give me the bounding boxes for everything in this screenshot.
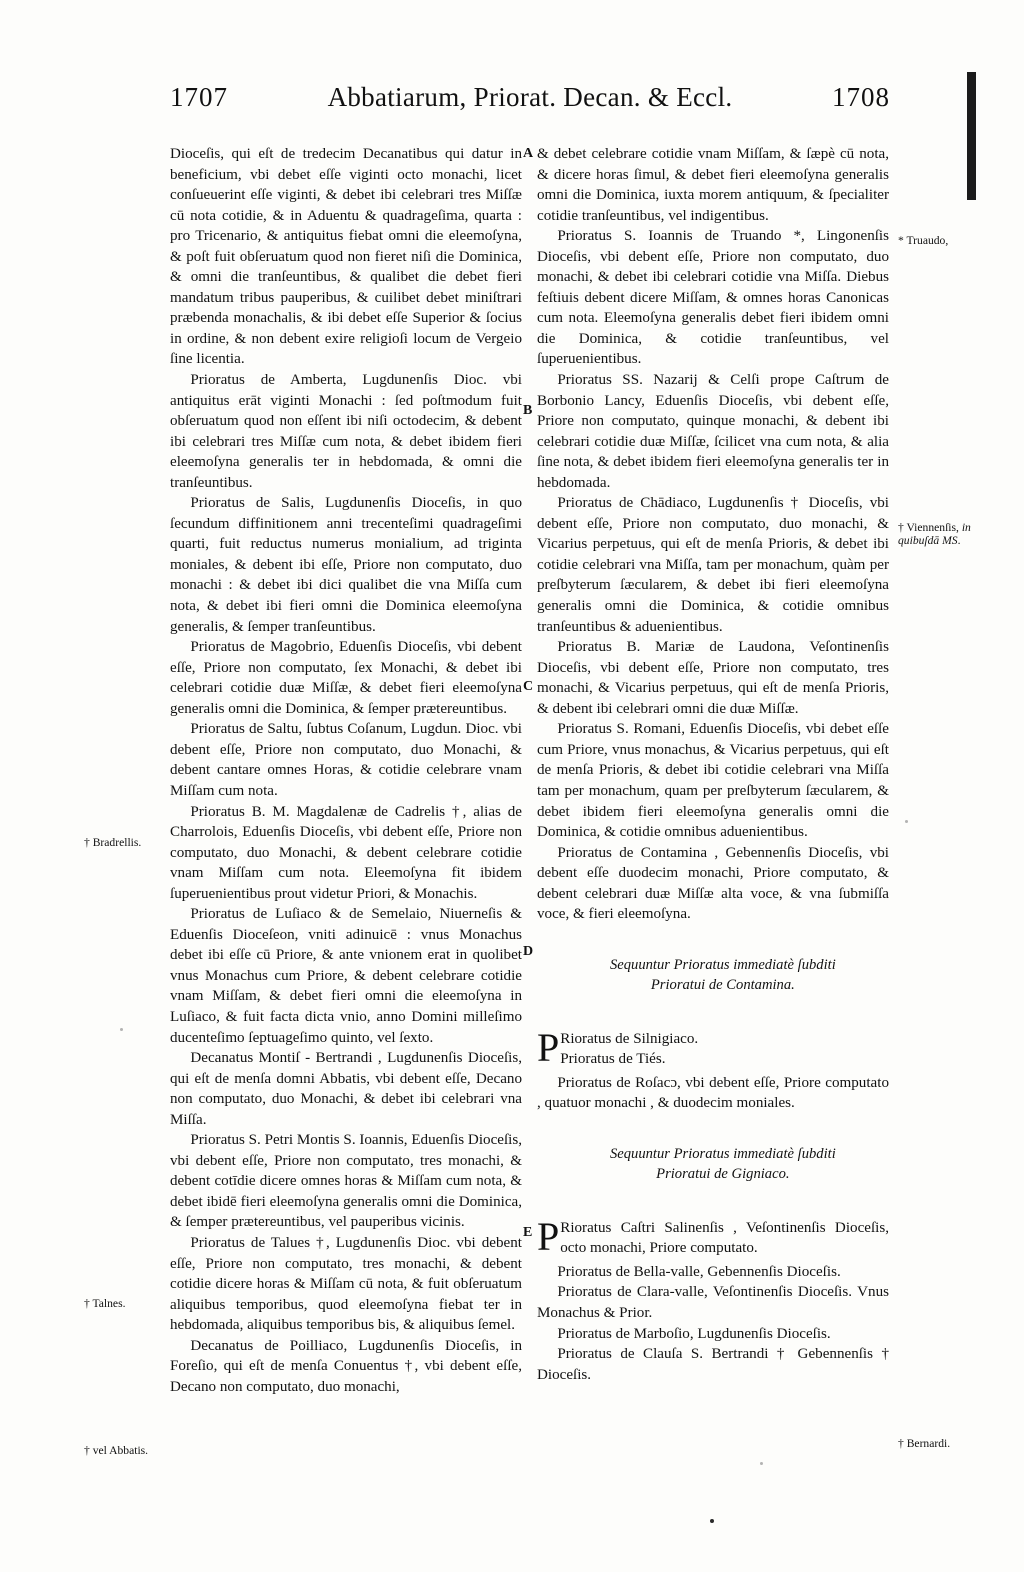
margin-note-bradrellis: † Bradrellis. — [84, 836, 142, 849]
paragraph-first-line: Rioratus de Silnigiaco. — [560, 1030, 699, 1047]
dropcap-paragraph-silnigiaco — [537, 1024, 889, 1073]
paragraph: Prioratus de Bella-valle, Gebennenſis Dioceſis. — [557, 1263, 841, 1280]
paragraph: Decanatus de Poilliaco, Lugdunenſis Dioceſis, in Foreſio, qui eſt de menſa Conuentus †, vbi debent eſſe, Decano non computato, duo monachi, — [170, 1337, 522, 1395]
paragraph: Prioratus de Clauſa S. Bertrandi † Gebennenſis † Dioceſis. — [537, 1346, 889, 1383]
page-foot-mark — [710, 1519, 714, 1523]
scan-edge-artifact — [967, 72, 976, 200]
right-text-column — [537, 144, 889, 1385]
section-heading-line-2: Prioratui de Gigniaco. — [656, 1165, 790, 1182]
section-heading-line-1: Sequuntur Prioratus immediatè ſubditi — [609, 1145, 836, 1162]
page-title: Abbatiarum, Priorat. Decan. & Eccl. — [327, 82, 733, 112]
paragraph: Prioratus de Amberta, Lugdunenſis Dioc. vbi antiquitus erāt viginti Monachi : ſed poſtmodum fuit obſeruatum quod non eſſent ibi niſi octodecim, & debent ibi celebrari tres Miſſæ cum nota, & debet ibidem fieri eleemoſyna generalis ter in hebdomada, & omni die tranſeuntibus. — [170, 372, 522, 491]
paragraph: Prioratus B. M. Magdalenæ de Cadrelis †, alias de Charrolois, Eduenſis Dioceſis, vbi debent eſſe, Priore non computato, duo Monachi, & debent celebrare cotidie vnam Miſſam cum nota. Eleemoſyna fit ibidem ſuperuenientibus prout videtur Priori, & Monachis. — [170, 803, 522, 902]
margin-note-truaudo: * Truaudo, — [898, 234, 949, 247]
margin-note-vel-abbatis: † vel Abbatis. — [84, 1444, 149, 1457]
scan-speck — [760, 1462, 763, 1465]
running-head — [170, 82, 890, 124]
section-heading-gigniaco — [537, 1144, 889, 1184]
drop-capital: P — [537, 1024, 560, 1070]
column-marker-e: E — [523, 1225, 533, 1240]
paragraph: Prioratus de Marboſio, Lugdunenſis Dioceſis. — [557, 1325, 831, 1342]
paragraph: Prioratus de Contamina , Gebennenſis Dioceſis, vbi debent eſſe duodecim monachi, Priore computato, & debent celebrari duæ Miſſæ alta voce, & vna ſubmiſſa voce, & fieri eleemoſyna. — [537, 844, 889, 923]
paragraph: Prioratus S. Ioannis de Truando *, Lingonenſis Dioceſis, vbi debent eſſe, Priore non computato, duo monachi, & debet ibi celebrari cotidie vna Miſſa. Diebus feſtiuis debent dicere Miſſam, & omnes horas Canonicas cum nota. Eleemoſyna generalis debet fieri ibidem omni die Dominica, & cotidie tranſeuntibus, vel ſuperuenientibus. — [537, 228, 889, 368]
column-marker-d: D — [523, 944, 534, 959]
column-marker-c: C — [523, 679, 534, 694]
section-heading-contamina — [537, 955, 889, 995]
paragraph: Prioratus S. Romani, Eduenſis Dioceſis, vbi debet eſſe cum Priore, vnus monachus, & Vicarius perpetuus, qui eſt de menſa Prioris, & debet ibi cotidie celebrari vna Miſſa tam per monachum, quam per preſbyterum ſæcularem, & debet ibidem fieri eleemoſyna generalis omni die Dominica, & cotidie omnibus aduenientibus. — [537, 721, 889, 841]
paragraph: Prioratus S. Petri Montis S. Ioannis, Eduenſis Dioceſis, vbi debent eſſe, Priore non computato, tres monachi, & debent cotīdie dicere omnes horas & Miſſam cum nota, & debet ibidē fieri eleemoſyna generalis omni die Dominica, & ſemper prætereuntibus, vel pauperibus vicinis. — [170, 1132, 523, 1231]
paragraph: Dioceſis, qui eſt de tredecim Decanatibus qui datur in beneficium, vbi debet eſſe viginti octo monachi, licet conſueuerint eſſe viginti, & debet ibi celebrari tres Miſſæ cū nota cotidie, & in Aduentu & quadrageſima, quarta : pro Tricenario, & antiquitus fiebat omni die eleemoſyna, & poſt fuit obſeruatum quod non fieret niſi die Dominica, & omni die tranſeuntibus, & qualibet die debet fieri mandatum tribus pauperibus, & cuilibet debet miniſtrari præbenda monachalis, & ibi debet eſſe Superior & ſocius in ordine, & non debent exire religioſi locum de Vergeio ſine licentia. — [170, 146, 522, 368]
margin-note-viennensis-plain: † Viennenſis, — [898, 521, 959, 534]
margin-note-viennensis-period: . — [957, 534, 961, 548]
margin-note-bernardi: † Bernardi. — [898, 1437, 951, 1450]
margin-note-talnes: † Talnes. — [84, 1297, 126, 1310]
section-heading-line-2: Prioratui de Contamina. — [650, 976, 795, 993]
paragraph: Prioratus de Talues †, Lugdunenſis Dioc. vbi debent eſſe, Priore non computato, tres monachi, & debent cotidie dicere horas & Miſſam cū nota, & fuit obſeruatum aliquibus temporibus, quod eleemoſyna fiebat ter in hebdomada, aliquibus temporibus bis, & aliquibus ſemel. — [170, 1234, 522, 1334]
paragraph: Prioratus B. Mariæ de Laudona, Veſontinenſis Dioceſis, vbi debent eſſe, Priore non computato, tres monachi, & Vicarius perpetuus, qui eſt de menſa Prioris, & debent ibi celebrari omni die duæ Miſſæ. — [537, 639, 889, 717]
paragraph: Prioratus de Magobrio, Eduenſis Dioceſis, vbi debent eſſe, Priore non computato, ſex Monachi, & debet ibi celebrari cotidie duæ Miſſæ, & debet fieri eleemoſyna generalis omni die Dominica, & ſemper prætereuntibus. — [170, 639, 522, 717]
scan-speck — [905, 820, 908, 823]
column-marker-b: B — [523, 403, 533, 418]
left-text-column — [170, 144, 522, 1397]
paragraph: Prioratus de Saltu, ſubtus Coſanum, Lugdun. Dioc. vbi debent eſſe, Priore non computato, duo Monachi, & debent cantare omnes Horas, & cotidie celebrare vnam Miſſam cum nota. — [170, 721, 522, 799]
folio-number-left: 1707 — [170, 82, 228, 112]
paragraph: Prioratus de Chādiaco, Lugdunenſis † Dioceſis, vbi debent eſſe, Priore non computato, duo monachi, & Vicarius perpetuus, qui eſt de menſa Prioris, & debet ibi cotidie celebrari vna Miſſa, tam per monachum, quàm per preſbyterum ſæcularem, & debet ibi fieri eleemoſyna generalis omni die Dominica, & cotidie omnibus tranſeuntibus & aduenientibus. — [537, 495, 889, 635]
paragraph: Prioratus de Roſacɔ, vbi debent eſſe, Priore computato , quatuor monachi , & duodecim moniales. — [537, 1074, 889, 1112]
scan-speck — [120, 1028, 123, 1031]
margin-note-viennensis-italic: in quibuſdā MS — [898, 521, 971, 548]
paragraph: & debet celebrare cotidie vnam Miſſam, & ſæpè cū nota, & dicere horas ſimul, & debet fieri eleemoſyna generalis omni die Dominica, iuxta morem antiquum, & ſpecialiter cotidie tranſeuntibus, vel indigentibus. — [537, 146, 889, 224]
paragraph: Prioratus SS. Nazarij & Celſi prope Caſtrum de Borbonio Lancy, Eduenſis Dioceſis, vbi debent eſſe, Priore non computato, quinque monachi, & debent ibi celebrari cotidie duæ Miſſæ, ſcilicet vna cum nota, & alia ſine nota, & debet ibidem fieri eleemoſyna generalis ter in hebdomada. — [537, 372, 889, 491]
paragraph-body: Rioratus Caſtri Salinenſis , Veſontinenſis Dioceſis, octo monachi, Priore computato. — [560, 1219, 889, 1257]
paragraph: Prioratus de Clara-valle, Veſontinenſis Dioceſis. Vnus Monachus & Prior. — [537, 1284, 889, 1321]
paragraph-second-line: Prioratus de Tiés. — [560, 1051, 666, 1068]
paragraph: Prioratus de Luſiaco & de Semelaio, Niuerneſis & Eduenſis Dioceſeon, vniti adinuicē : vnus Monachus debet ibi eſſe cū Priore, & ante vnionem erat in quolibet vnus Monachus cum Priore, & debent celebrare cotidie vnam Miſſam, & debet fieri omni die eleemoſyna in Luſiaco, & fuit facta dicta vnio, anno Domini milleſimo ducenteſimo ſeptuageſimo quinto, vel ſexto. — [170, 906, 522, 1046]
folio-number-right: 1708 — [832, 82, 890, 112]
drop-capital: P — [537, 1213, 560, 1259]
column-marker-a: A — [523, 146, 534, 161]
paragraph: Prioratus de Salis, Lugdunenſis Dioceſis, in quo ſecundum diffinitionem anni trecenteſimi quadrageſimi quarti, fuit reductus numerus monialium, ad triginta moniales, & debent ibi eſſe, Priore non computato, duo monachi : & debet ibi dici qualibet die vna Miſſa cum nota, & debet ibi fieri omni die Dominica eleemoſyna generalis, & ſemper tranſeuntibus. — [170, 495, 522, 635]
dropcap-paragraph-salinensis — [537, 1213, 889, 1262]
paragraph: Decanatus Montiſ - Bertrandi , Lugdunenſis Dioceſis, qui eſt de menſa domni Abbatis, vbi debent eſſe, Decano non computato, duo Monachi, & debet ibi celebrari vna Miſſa. — [170, 1050, 522, 1128]
section-heading-line-1: Sequuntur Prioratus immediatè ſubditi — [609, 956, 836, 973]
margin-note-viennensis — [898, 521, 1002, 548]
